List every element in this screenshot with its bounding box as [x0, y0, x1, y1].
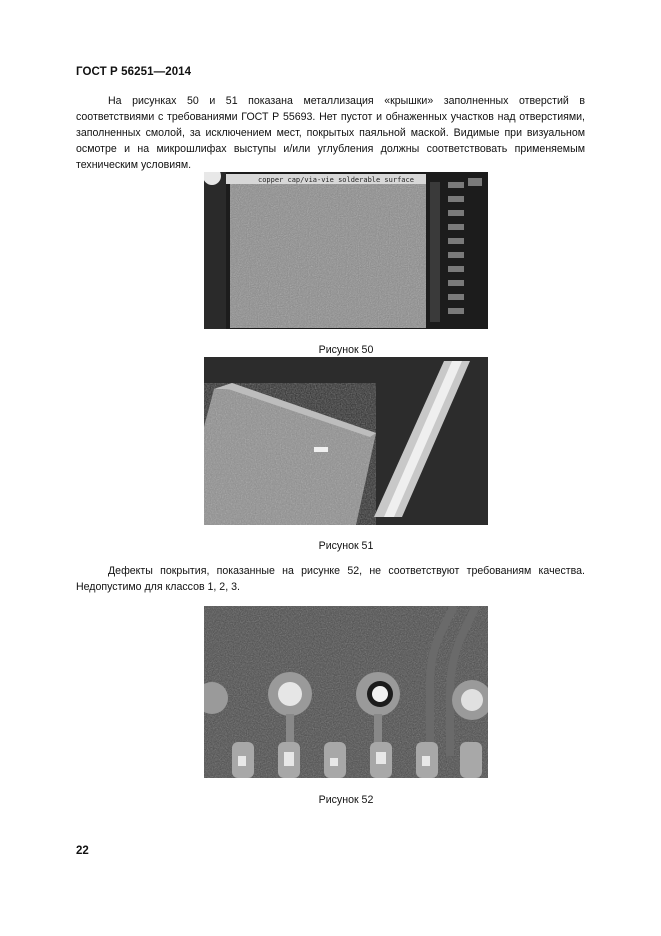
figure-50-caption: Рисунок 50 — [318, 344, 374, 356]
figure-50-image — [204, 172, 488, 329]
figure-50-overlay-text: copper cap/via-vie solderable surface — [258, 176, 414, 184]
page-number: 22 — [76, 845, 89, 857]
figure-51-caption: Рисунок 51 — [318, 540, 374, 552]
figure-52-caption: Рисунок 52 — [318, 794, 374, 806]
defects-paragraph: Дефекты покрытия, показанные на рисунке 52, не соответствуют требованиям качества. Недопустимо для классов 1, 2, 3. — [76, 565, 585, 593]
document-header: ГОСТ Р 56251—2014 — [76, 66, 192, 78]
intro-paragraph: На рисунках 50 и 51 показана металлизация «крышки» заполненных отверстий в соответствиями с требованиями ГОСТ Р 55693. Нет пустот и обнаженных участков над отверстиями, заполненных смолой, за исключением мест, покрытых паяльной маской. Видимые при визуальном осмотре и на микрошлифах выступы и/или углубления должны соответствовать применяемым техническим условиям. — [76, 95, 585, 171]
figure-52-image — [204, 606, 488, 778]
figure-51-image — [204, 357, 488, 525]
